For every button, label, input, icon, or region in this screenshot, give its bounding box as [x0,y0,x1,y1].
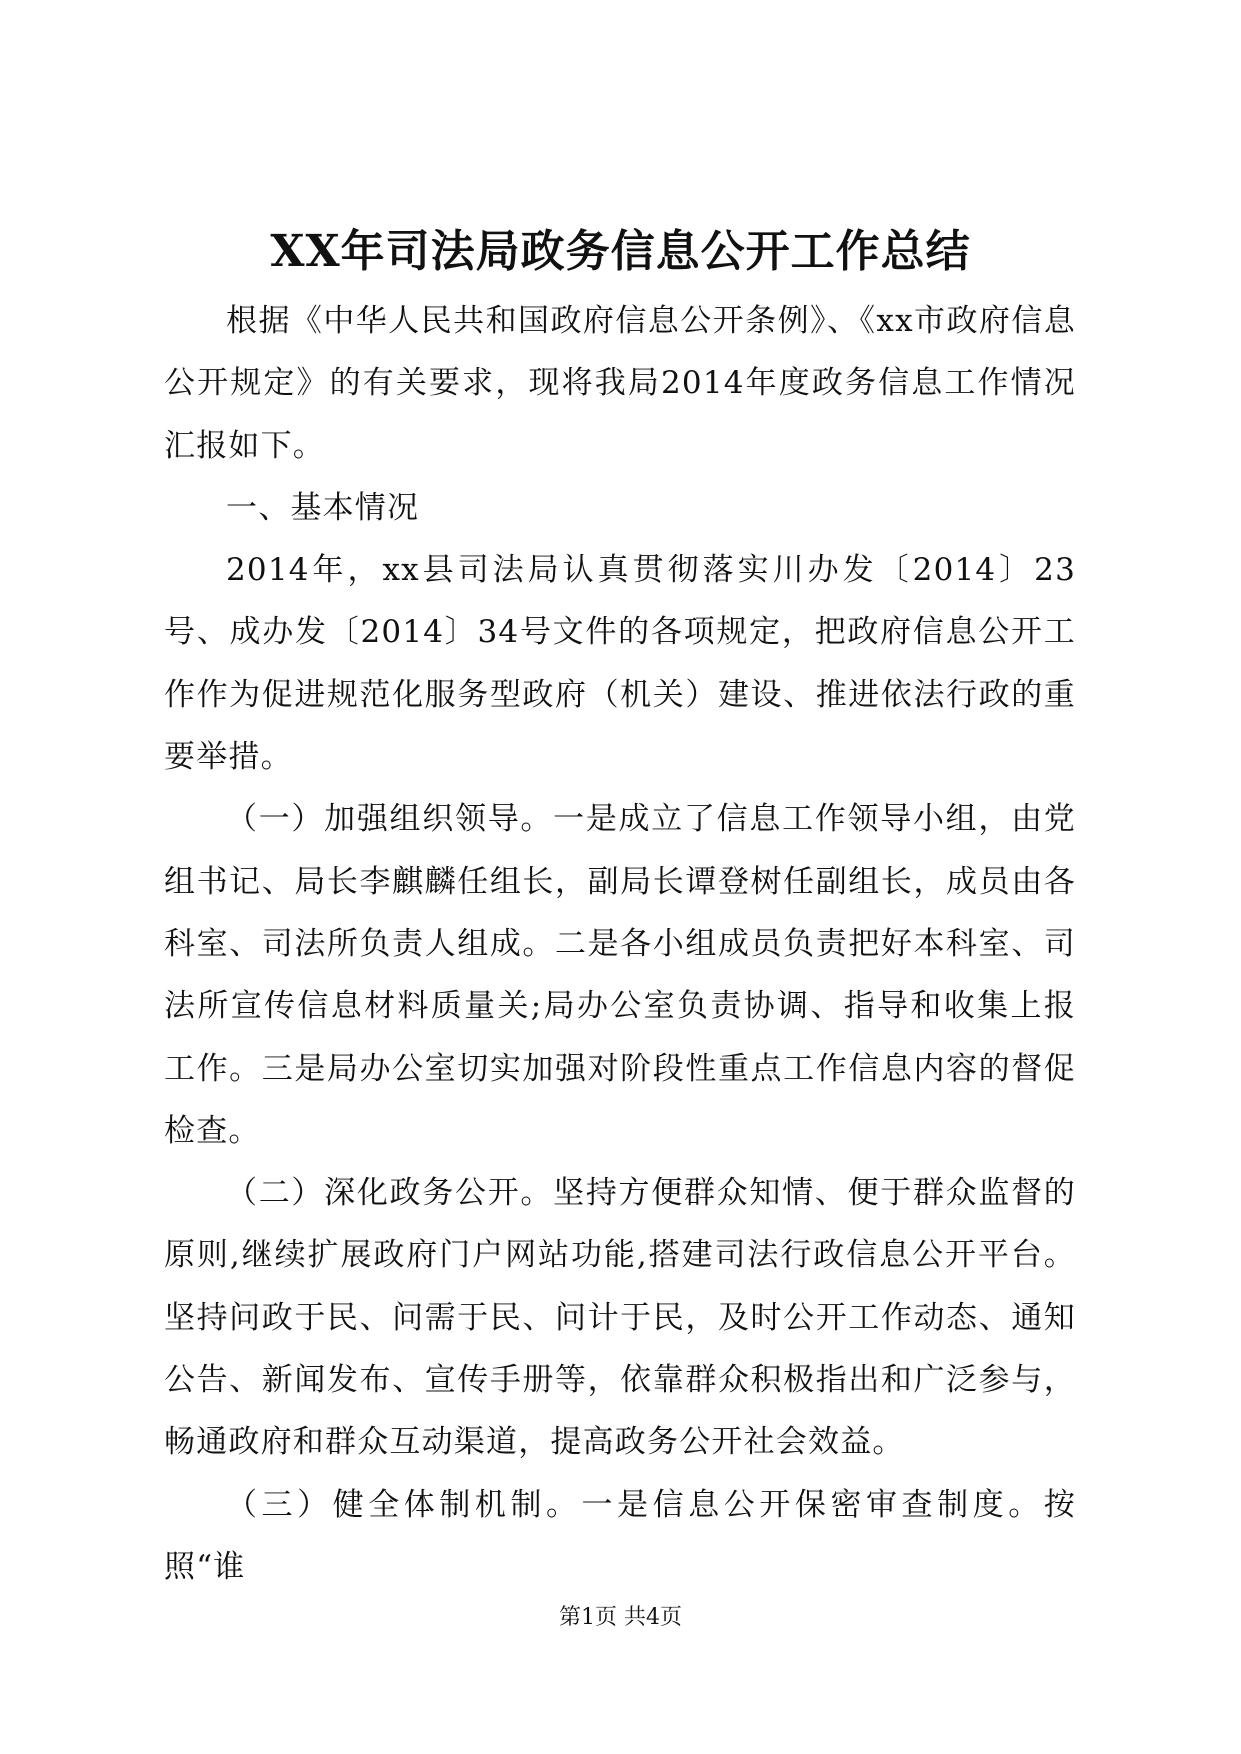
paragraph-mechanism: （三）健全体制机制。一是信息公开保密审查制度。按照“谁 [164,1486,1076,1585]
paragraph-basic-situation: 2014年，xx县司法局认真贯彻落实川办发〔2014〕23号、成办发〔2014〕34号文件的各项规定，把政府信息公开工作作为促进规范化服务型政府（机关）建设、推进依法行政的重要举措。 [164,552,1076,776]
document-body [164,290,1076,1598]
paragraph-intro: 根据《中华人民共和国政府信息公开条例》、《xx市政府信息公开规定》的有关要求，现将我局2014年度政务信息工作情况汇报如下。 [164,303,1076,464]
section-heading-basic-situation: 一、基本情况 [226,489,420,526]
document-title: XX年司法局政务信息公开工作总结 [270,226,971,277]
paragraph-organization-leadership: （一）加强组织领导。一是成立了信息工作领导小组，由党组书记、局长李麒麟任组长，副局长谭登树任副组长，成员由各科室、司法所负责人组成。二是各小组成员负责把好本科室、司法所宣传信息材料质量关;局办公室负责协调、指导和收集上报工作。三是局办公室切实加强对阶段性重点工作信息内容的督促检查。 [164,801,1076,1149]
paragraph-government-openness: （二）深化政务公开。坚持方便群众知情、便于群众监督的原则,继续扩展政府门户网站功能,搭建司法行政信息公开平台。坚持问政于民、问需于民、问计于民，及时公开工作动态、通知公告、新闻发布、宣传手册等，依靠群众积极指出和广泛参与，畅通政府和群众互动渠道，提高政务公开社会效益。 [164,1175,1076,1461]
page-footer: 第1页 共4页 [559,1605,682,1630]
